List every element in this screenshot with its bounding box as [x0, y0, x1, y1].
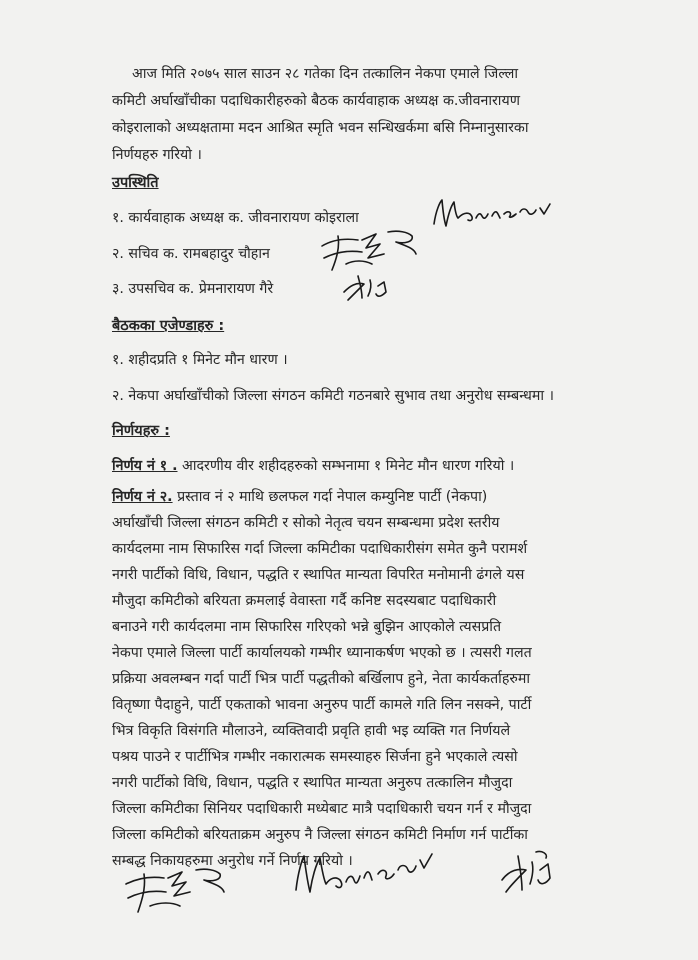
decision-2-line: बनाउने गरी कार्यदलमा नाम सिफारिस गरिएको भन्ने बुझिन आएकोले त्यसप्रति — [112, 619, 502, 635]
decision-2-line: अर्घाखाँची जिल्ला संगठन कमिटी र सोको नेतृत्व चयन सम्बन्धमा प्रदेश स्तरीय — [112, 515, 500, 531]
decision-2-line: मौजुदा कमिटीको बरियता क्रमलाई वेवास्ता गर्दै कनिष्ट सदस्यबाट पदाधिकारी — [112, 593, 497, 609]
decision-2-line — [112, 487, 487, 506]
decision-2-label: निर्णय नं २. — [112, 489, 173, 505]
decision-1-text: आदरणीय वीर शहीदहरुको सम्भनामा १ मिनेट मौन धारण गरियो । — [182, 458, 515, 474]
agenda-item: २. नेकपा अर्घाखाँचीको जिल्ला संगठन कमिटी गठनबारे सुभाव तथा अनुरोध सम्बन्धमा । — [112, 388, 554, 404]
decision-2-line: जिल्ला कमिटीको बरियताक्रम अनुरुप नै जिल्ला संगठन कमिटी निर्माण गर्न पार्टीका — [112, 827, 528, 843]
signature-bottom-vice-secretary — [496, 846, 566, 898]
decisions-heading: निर्णयहरु : — [112, 423, 170, 439]
decision-2-line: कार्यदलमा नाम सिफारिस गर्दा जिल्ला कमिटीका पदाधिकारीसंग समेत कुनै परामर्श — [112, 541, 528, 557]
decision-2-line: जिल्ला कमिटीका सिनियर पदाधिकारी मध्येबाट मात्रै पदाधिकारी चयन गर्न र मौजुदा — [112, 801, 532, 817]
decision-1-label: निर्णय नं १ . — [112, 458, 178, 474]
signature-bottom-secretary — [120, 862, 240, 918]
decision-2-line: नेकपा एमाले जिल्ला पार्टी कार्यालयको गम्भीर ध्यानाकर्षण भएको छ । त्यसरी गलत — [112, 645, 532, 661]
signature-bottom-chairman — [292, 838, 442, 910]
decision-2-line: पश्रय पाउने र पार्टीभित्र गम्भीर नकारात्मक समस्याहरु सिर्जना हुने भएकाले त्यसो — [112, 749, 518, 765]
attendance-member: ३. उपसचिव क. प्रेमनारायण गैरे — [112, 281, 274, 297]
attendance-member: १. कार्यवाहाक अध्यक्ष क. जीवनारायण कोइराला — [112, 210, 359, 226]
decision-2-line: वितृष्णा पैदाहुने, पार्टी एकताको भावना अनुरुप पार्टी कामले गति लिन नसक्ने, पार्टी — [112, 697, 532, 713]
decision-2-line: नगरी पार्टीको विधि, विधान, पद्धति र स्थापित मान्यता विपरित मनोमानी ढंगले यस — [112, 567, 525, 583]
attendance-heading: उपस्थिति — [112, 175, 159, 191]
agenda-heading: बैठकका एजेण्डाहरु : — [112, 318, 225, 334]
decision-2-line: भित्र विकृति विसंगति मौलाउने, व्यक्तिवादी प्रवृति हावी भइ व्यक्ति गत निर्णयले — [112, 723, 511, 739]
agenda-item: १. शहीदप्रति १ मिनेट मौन धारण । — [112, 352, 288, 368]
attendance-member: २. सचिव क. रामबहादुर चौहान — [112, 246, 270, 262]
signature-vice-secretary — [340, 268, 400, 304]
intro-line: आज मिति २०७५ साल साउन २८ गतेका दिन तत्कालिन नेकपा एमाले जिल्ला — [132, 66, 519, 82]
decision-2-line: सम्बद्ध निकायहरुमा अनुरोध गर्ने निर्णय गरियो । — [112, 853, 353, 869]
intro-line: निर्णयहरु गरियो । — [112, 147, 202, 163]
decision-2-line: प्रक्रिया अवलम्बन गर्दा पार्टी भित्र पार्टी पद्धतीको बर्खिलाप हुने, नेता कार्यकर्ताहरुमा — [112, 671, 531, 687]
intro-line: कोइरालाको अध्यक्षतामा मदन आश्रित स्मृति भवन सन्धिखर्कमा बसि निम्नानुसारका — [112, 120, 529, 136]
intro-line: कमिटी अर्घाखाँचीका पदाधिकारीहरुको बैठक कार्यवाहाक अध्यक्ष क.जीवनारायण — [112, 93, 520, 109]
decision-1 — [112, 456, 514, 475]
decision-2-text: प्रस्ताव नं २ माथि छलफल गर्दा नेपाल कम्युनिष्ट पार्टी (नेकपा) — [177, 489, 488, 505]
decision-2-line: नगरी पार्टीको विधि, विधान, पद्धति र स्थापित मान्यता अनुरुप तत्कालिन मौजुदा — [112, 775, 513, 791]
signature-chairman — [432, 196, 562, 242]
